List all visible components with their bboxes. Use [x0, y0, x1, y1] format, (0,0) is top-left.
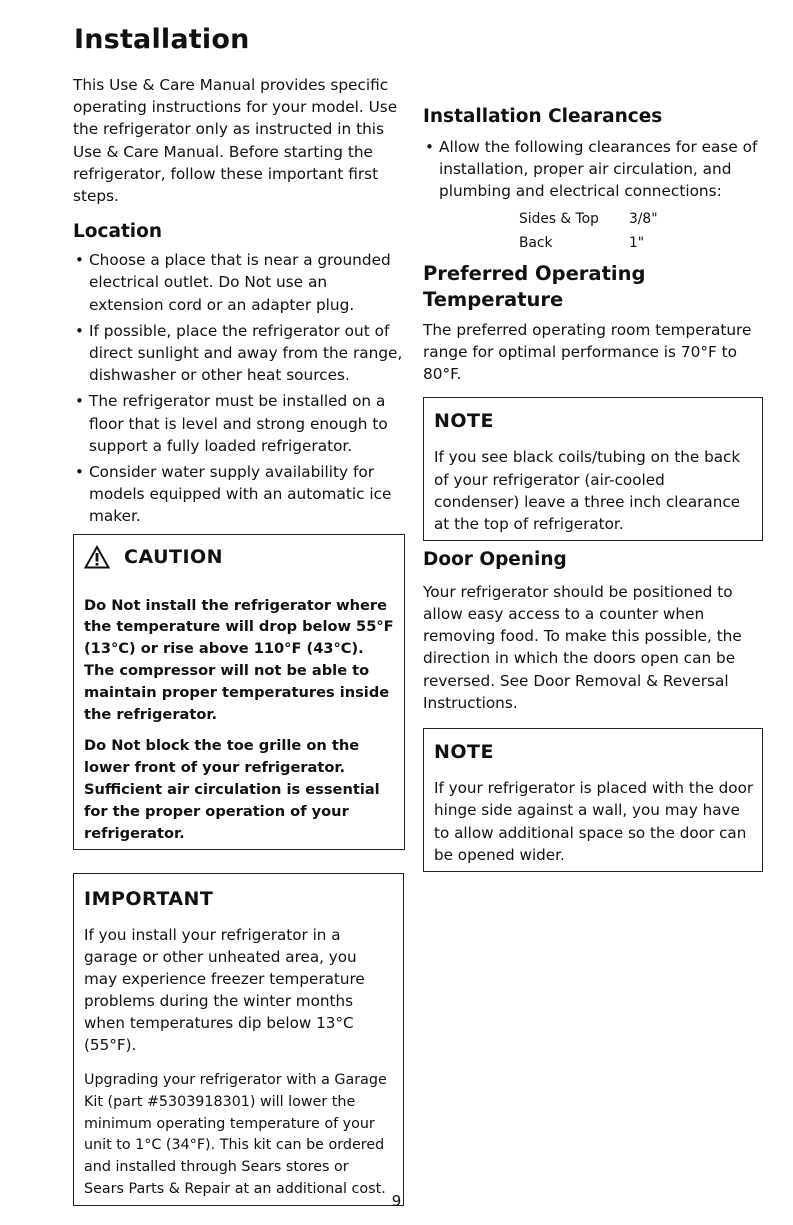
- list-item: [73, 320, 405, 387]
- note-text-1: If you see black coils/tubing on the back of your refrigerator (air-cooled condenser) leave a three inch clearance at the top of refrigerator.: [434, 448, 741, 534]
- table-row: [519, 207, 763, 231]
- note-box-2: [423, 728, 763, 872]
- important-title: IMPORTANT: [84, 888, 214, 910]
- note-box-1: [423, 397, 763, 541]
- caution-header: [84, 545, 394, 569]
- door-opening-heading: Door Opening: [423, 548, 567, 570]
- location-heading: Location: [73, 221, 163, 243]
- list-item-text: The refrigerator must be installed on a floor that is level and strong enough to support a fully loaded refrigerator.: [89, 392, 388, 455]
- list-item: [73, 390, 405, 457]
- bullet-icon: •: [75, 392, 84, 411]
- important-text-1: If you install your refrigerator in a garage or other unheated area, you may experience freezer temperature problems during the winter months when temperatures dip below 13°C (55°F).: [84, 926, 365, 1054]
- temperature-text: The preferred operating room temperature range for optimal performance is 70°F to 80°F.: [423, 320, 752, 384]
- caution-text-1: Do Not install the refrigerator where the temperature will drop below 55°F (13°C) or rise above 110°F (43°C). The compressor will not be able to maintain proper temperatures inside the refrigerator.: [84, 596, 394, 723]
- temperature-heading: Preferred Operating Temperature: [423, 261, 646, 311]
- note-title-2: NOTE: [434, 741, 494, 764]
- caution-text-2: Do Not block the toe grille on the lower front of your refrigerator. Sufficient air circulation is essential for the proper operation of your refrigerator.: [84, 737, 380, 842]
- page-title: Installation: [74, 24, 250, 55]
- list-item: [73, 461, 405, 528]
- clearance-table: [519, 207, 763, 255]
- clearances-list: [423, 136, 763, 203]
- warning-triangle-icon: [84, 545, 110, 569]
- important-box: [73, 873, 404, 1206]
- clearance-label: Sides & Top: [519, 210, 599, 227]
- bullet-icon: •: [75, 251, 84, 270]
- intro-paragraph: This Use & Care Manual provides specific operating instructions for your model. Use the refrigerator only as instructed in this Use & Care Manual. Before starting the refrigerator, follow these important first steps.: [73, 76, 398, 206]
- table-row: [519, 231, 763, 255]
- important-text-2: Upgrading your refrigerator with a Garage Kit (part #5303918301) will lower the minimum operating temperature of your unit to 1°C (34°F). This kit can be ordered and installed through Sears stores or Sears Parts & Repair at an additional cost.: [84, 1072, 387, 1197]
- clearance-value: 1": [629, 234, 645, 251]
- clearance-value: 3/8": [629, 210, 658, 227]
- location-list: [73, 249, 405, 527]
- right-column: [423, 74, 763, 872]
- note-title-1: NOTE: [434, 410, 494, 433]
- note-text-2: If your refrigerator is placed with the door hinge side against a wall, you may have to allow additional space so the door can be opened wider.: [434, 779, 754, 865]
- list-item-text: Allow the following clearances for ease of installation, proper air circulation, and plumbing and electrical connections:: [439, 138, 758, 201]
- caution-box: [73, 534, 405, 851]
- caution-title: CAUTION: [124, 545, 224, 568]
- bullet-icon: •: [75, 321, 84, 340]
- list-item: [73, 249, 405, 316]
- page-number: 9: [391, 1192, 402, 1210]
- door-opening-text: Your refrigerator should be positioned to allow easy access to a counter when removing food. To make this possible, the direction in which the doors open can be reversed. See Door Removal & Reversal Instructions.: [423, 582, 742, 712]
- bullet-icon: •: [425, 138, 434, 156]
- list-item-text: Choose a place that is near a grounded electrical outlet. Do Not use an extension cord or an adapter plug.: [89, 251, 391, 314]
- list-item-text: Consider water supply availability for models equipped with an automatic ice maker.: [89, 463, 392, 526]
- list-item: [423, 136, 763, 203]
- clearances-heading: Installation Clearances: [423, 106, 663, 127]
- left-column: [73, 74, 405, 850]
- clearance-label: Back: [519, 234, 553, 251]
- bullet-icon: •: [75, 463, 84, 482]
- list-item-text: If possible, place the refrigerator out of direct sunlight and away from the range, dishwasher or other heat sources.: [89, 321, 403, 385]
